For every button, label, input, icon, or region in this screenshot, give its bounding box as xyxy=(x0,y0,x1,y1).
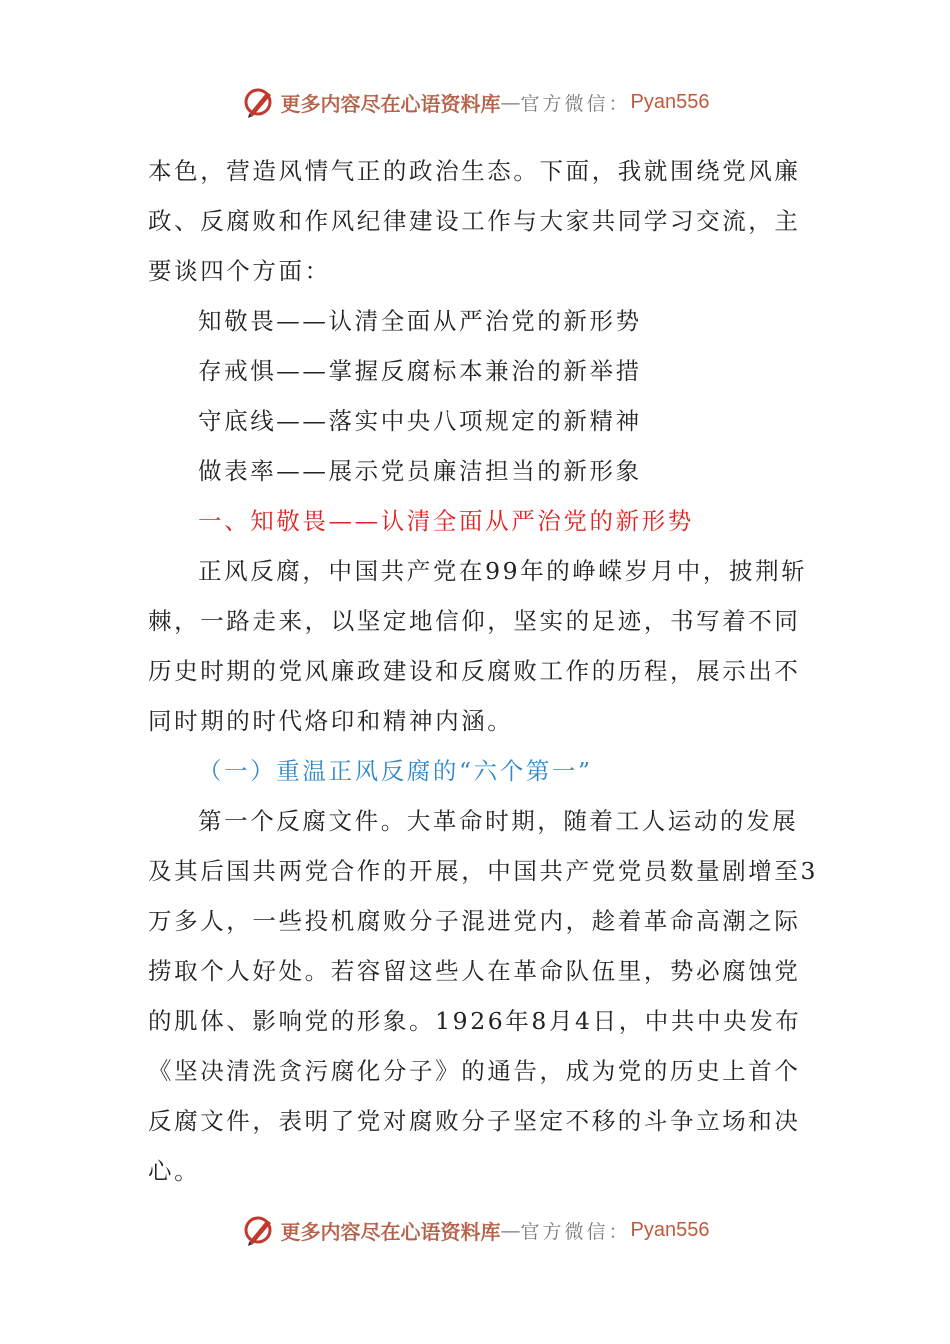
header-wechat-label: 官方微信： xyxy=(520,92,631,115)
outline-item: 存戒惧——掌握反腐标本兼治的新举措 xyxy=(198,357,642,385)
outline-item: 做表率——展示党员廉洁担当的新形象 xyxy=(198,457,642,485)
intro-line: 要谈四个方面： xyxy=(148,257,331,285)
pen-logo-icon xyxy=(241,1212,277,1248)
document-body xyxy=(148,146,819,1196)
outline-item: 守底线——落实中央八项规定的新精神 xyxy=(198,407,642,435)
paragraph-line: 心。 xyxy=(148,1157,201,1185)
paragraph-line: 《坚决清洗贪污腐化分子》的通告，成为党的历史上首个 xyxy=(148,1057,801,1085)
paragraph-line: 捞取个人好处。若容留这些人在革命队伍里，势必腐蚀党 xyxy=(148,957,801,985)
footer-dash: — xyxy=(500,1218,521,1242)
intro-line: 本色，营造风情气正的政治生态。下面，我就围绕党风廉 xyxy=(148,157,801,185)
paragraph-line: 万多人，一些投机腐败分子混进党内，趁着革命高潮之际 xyxy=(148,907,801,935)
footer-wechat-id: Pyan556 xyxy=(630,1218,710,1241)
footer-banner xyxy=(0,1208,950,1252)
paragraph-line: 及其后国共两党合作的开展，中国共产党党员数量剧增至3 xyxy=(148,857,819,885)
paragraph-line: 反腐文件，表明了党对腐败分子坚定不移的斗争立场和决 xyxy=(148,1107,801,1135)
paragraph-line: 的肌体、影响党的形象。1926年8月4日，中共中央发布 xyxy=(148,1007,802,1035)
header-banner xyxy=(0,80,950,124)
paragraph-line: 同时期的时代烙印和精神内涵。 xyxy=(148,707,514,735)
outline-item: 知敬畏——认清全面从严治党的新形势 xyxy=(198,307,642,335)
pen-logo-icon xyxy=(241,84,277,120)
section-heading: 一、知敬畏——认清全面从严治党的新形势 xyxy=(198,507,694,535)
header-dash: — xyxy=(500,90,521,114)
paragraph-line: 第一个反腐文件。大革命时期，随着工人运动的发展 xyxy=(198,807,799,835)
header-brand: 更多内容尽在心语资料库 xyxy=(280,91,501,116)
intro-line: 政、反腐败和作风纪律建设工作与大家共同学习交流，主 xyxy=(148,207,801,235)
footer-brand: 更多内容尽在心语资料库 xyxy=(280,1219,501,1244)
footer-wechat-label: 官方微信： xyxy=(520,1220,631,1243)
header-wechat-id: Pyan556 xyxy=(630,90,710,113)
subheading: （一）重温正风反腐的“六个第一” xyxy=(198,757,593,785)
paragraph-line: 历史时期的党风廉政建设和反腐败工作的历程，展示出不 xyxy=(148,657,801,685)
paragraph-line: 棘，一路走来，以坚定地信仰，坚实的足迹，书写着不同 xyxy=(148,607,801,635)
paragraph-line: 正风反腐，中国共产党在99年的峥嵘岁月中，披荆斩 xyxy=(198,557,808,585)
